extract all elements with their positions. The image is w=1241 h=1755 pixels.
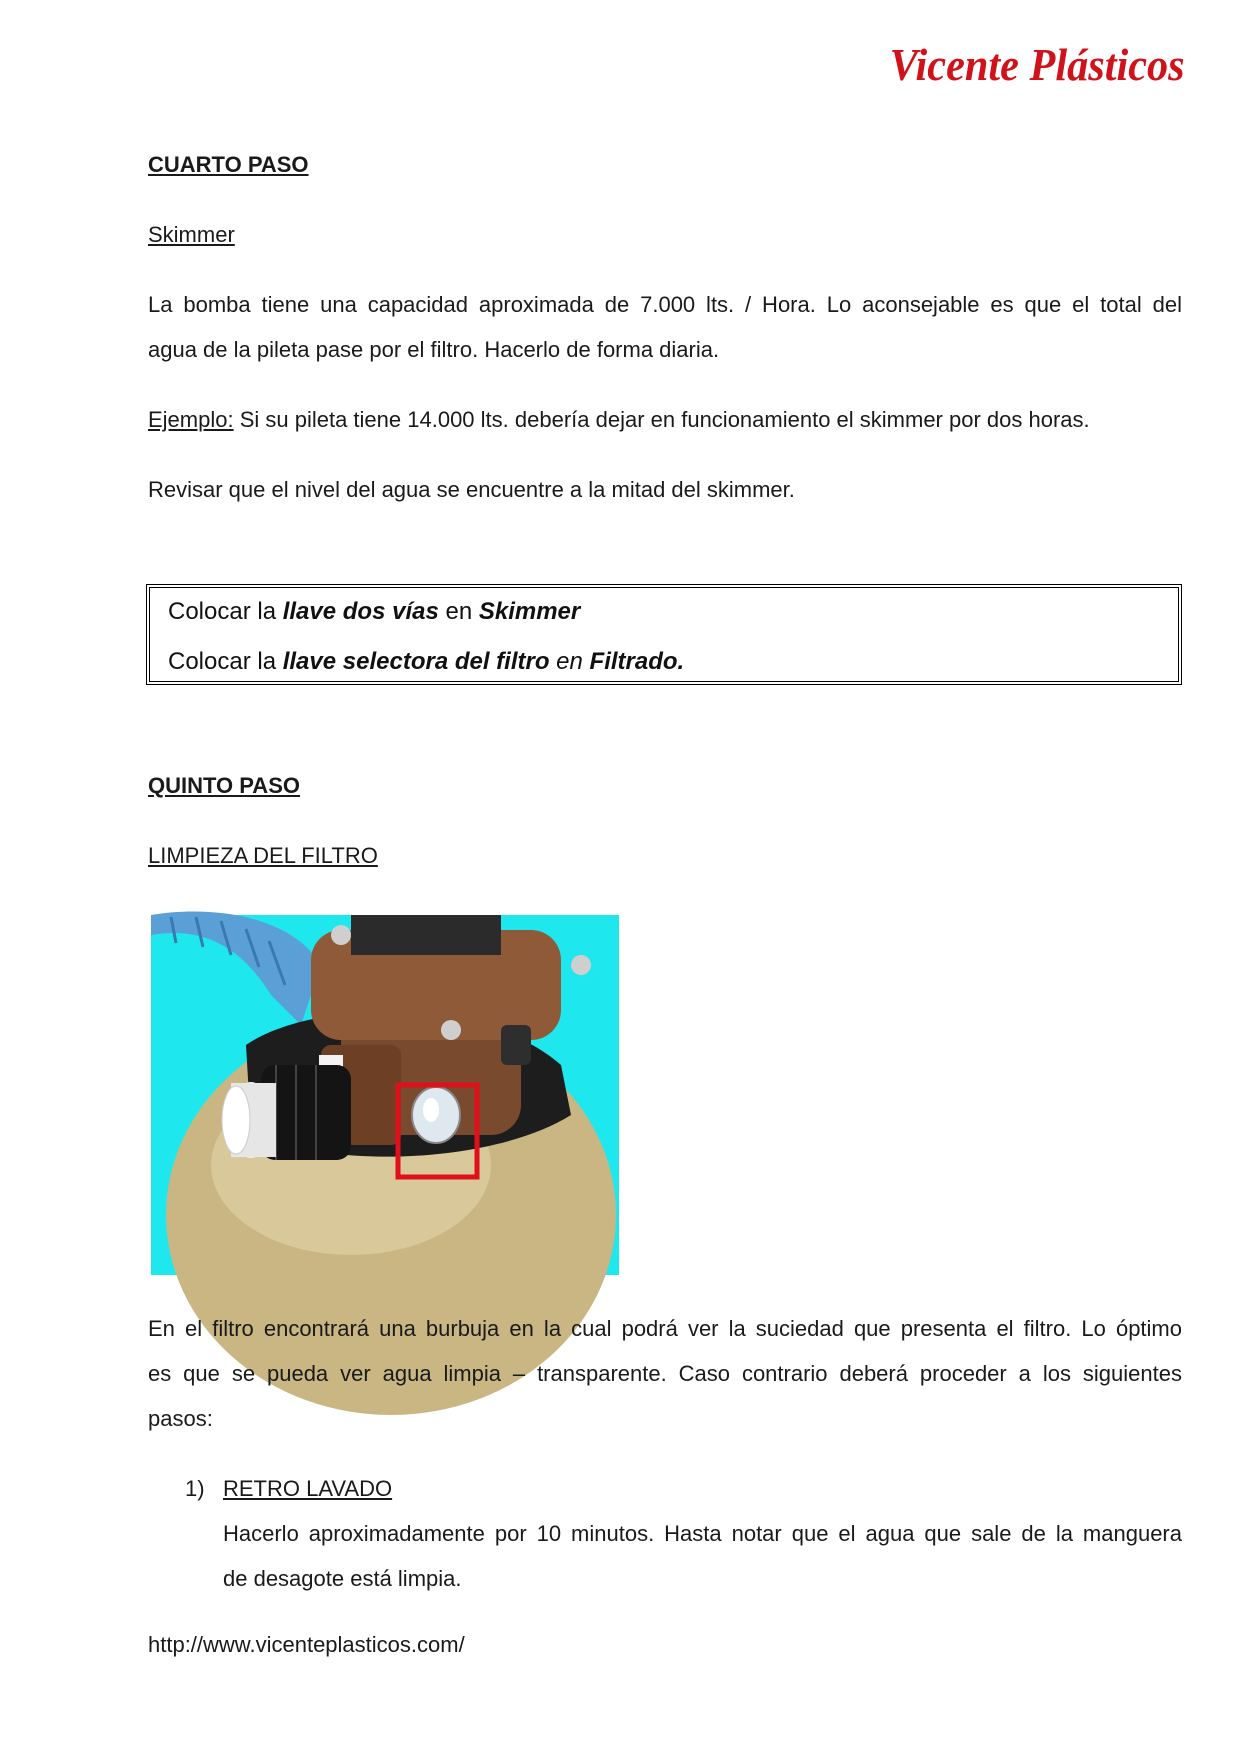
step4-para3: Revisar que el nivel del agua se encuentre a la mitad del skimmer. [148,477,795,502]
logo-text: Vicente Plásticos [889,39,1185,91]
example-label: Ejemplo: [148,407,234,432]
step5-subheading: LIMPIEZA DEL FILTRO [148,843,378,868]
step4-subheading: Skimmer [148,222,235,247]
list-item-title: RETRO LAVADO [223,1476,393,1501]
example-text: Si su pileta tiene 14.000 lts. debería dejar en funcionamiento el skimmer por dos horas. [233,407,1090,432]
step5-para-line3: pasos: [148,1406,213,1431]
step5-para-line2: es que se pueda ver agua limpia – transparente. Caso contrario deberá proceder a los siguientes [148,1361,1182,1386]
list-item-line2: de desagote está limpia. [223,1566,462,1591]
list-item-line1: Hacerlo aproximadamente por 10 minutos. Hasta notar que el agua que sale de la manguera [223,1521,1182,1546]
step5-para-line1: En el filtro encontrará una burbuja en la cual podrá ver la suciedad que presenta el filtro. Lo óptimo [148,1316,1182,1341]
instruction-line-2: Colocar la llave selectora del filtro en Filtrado. [168,648,685,675]
step4-heading: CUARTO PASO [148,152,309,177]
instruction-line-1: Colocar la llave dos vías en Skimmer [168,598,581,625]
footer-url[interactable]: http://www.vicenteplasticos.com/ [148,1632,465,1657]
step4-para1-line2: agua de la pileta pase por el filtro. Hacerlo de forma diaria. [148,337,720,362]
filter-photo [151,915,619,1275]
step4-example [148,397,1090,442]
instruction-box [146,584,1182,685]
step5-heading: QUINTO PASO [148,773,300,798]
step4-para1-line1: La bomba tiene una capacidad aproximada de 7.000 lts. / Hora. Lo aconsejable es que el total del [148,292,1182,317]
list-item-number: 1) [185,1476,205,1501]
brand-logo [886,28,1185,98]
